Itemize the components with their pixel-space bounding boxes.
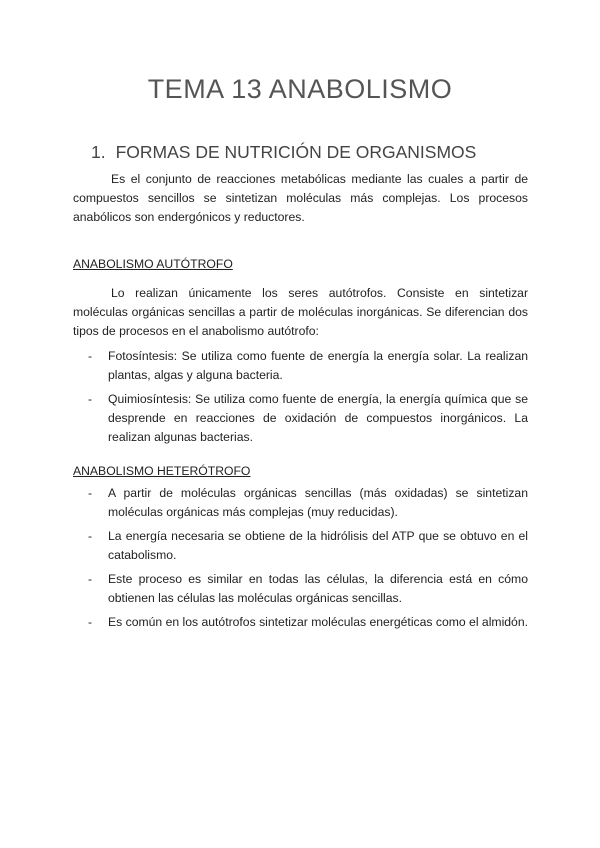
list-item-text: Fotosíntesis: Se utiliza como fuente de energía la energía solar. La realizan plantas, algas y alguna bacteria. <box>108 349 528 382</box>
list-item-text: La energía necesaria se obtiene de la hidrólisis del ATP que se obtuvo en el catabolismo. <box>108 529 528 562</box>
list-item <box>73 347 528 385</box>
subheading-autotrofo: ANABOLISMO AUTÓTROFO <box>73 257 233 271</box>
heterotrofo-list <box>73 484 528 637</box>
list-item <box>73 570 528 608</box>
section-heading <box>91 142 476 163</box>
list-item <box>73 613 528 632</box>
bullet-dash: - <box>88 486 93 500</box>
bullet-dash: - <box>88 615 93 629</box>
page-title: TEMA 13 ANABOLISMO <box>147 74 453 104</box>
list-item <box>73 390 528 447</box>
section-number: 1. <box>91 142 106 162</box>
list-item-text: Este proceso es similar en todas las células, la diferencia está en cómo obtienen las células las moléculas orgánicas sencillas. <box>108 572 528 605</box>
intro-paragraph: Es el conjunto de reacciones metabólicas mediante las cuales a partir de compuestos sencillos se sintetizan moléculas más complejas. Los procesos anabólicos son endergónicos y reductores. <box>73 172 528 224</box>
bullet-dash: - <box>88 392 93 406</box>
list-item-text: A partir de moléculas orgánicas sencillas (más oxidadas) se sintetizan moléculas orgánicas más complejas (muy reducidas). <box>108 486 528 519</box>
bullet-dash: - <box>88 349 93 363</box>
list-item-text: Quimiosíntesis: Se utiliza como fuente de energía, la energía química que se desprende en reacciones de oxidación de compuestos inorgánicos. La realizan algunas bacterias. <box>108 392 528 444</box>
list-item-text: Es común en los autótrofos sintetizar moléculas energéticas como el almidón. <box>108 615 528 629</box>
list-item <box>73 484 528 522</box>
bullet-dash: - <box>88 529 93 543</box>
autotrofo-list <box>73 347 528 452</box>
autotrofo-paragraph: Lo realizan únicamente los seres autótrofos. Consiste en sintetizar moléculas orgánicas sencillas a partir de moléculas inorgánicas. Se diferencian dos tipos de procesos en el anabolismo autótrofo: <box>73 286 528 338</box>
list-item <box>73 527 528 565</box>
section-title: FORMAS DE NUTRICIÓN DE ORGANISMOS <box>115 142 477 162</box>
subheading-heterotrofo: ANABOLISMO HETERÓTROFO <box>73 464 251 478</box>
bullet-dash: - <box>88 572 93 586</box>
